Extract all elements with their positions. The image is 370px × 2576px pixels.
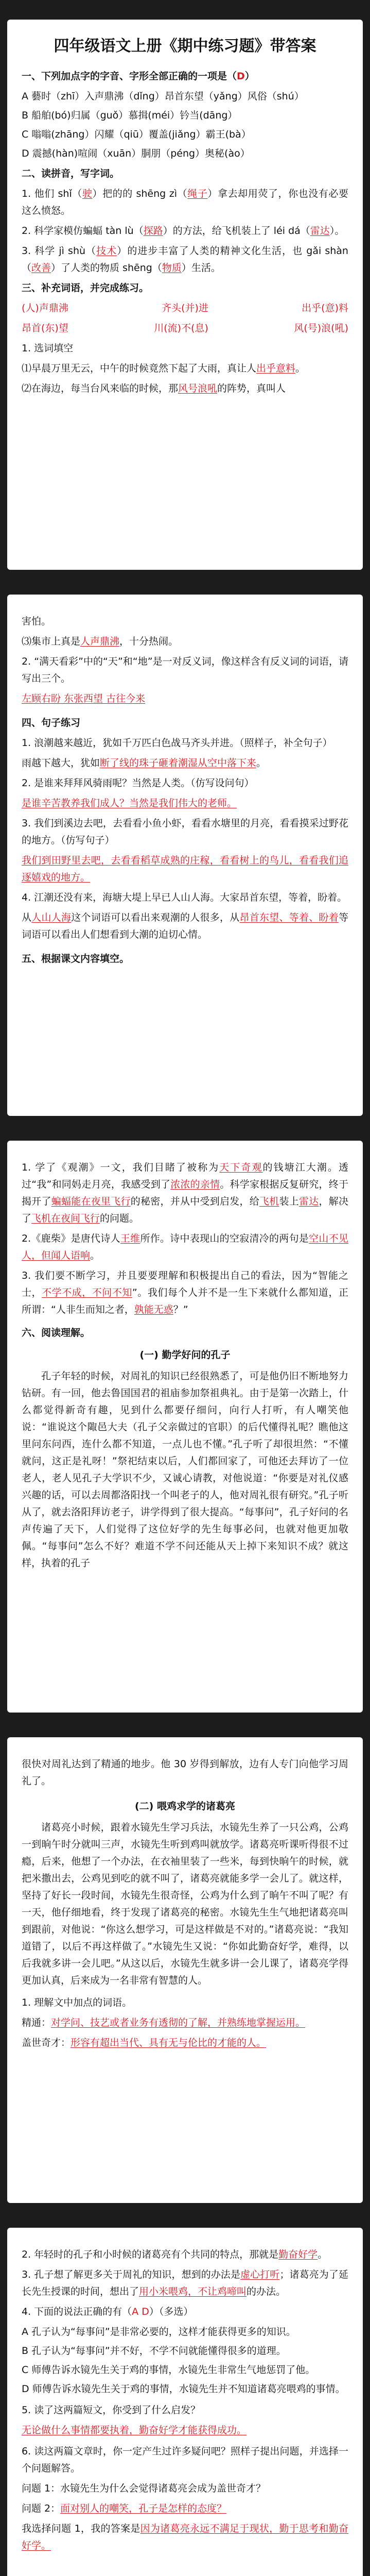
fill-in-heading: 五、根据课文内容填空。	[22, 953, 130, 964]
q4-option-b: B 孔子认为“每事问”并不好，不学不问就能懂得很多的道理。	[22, 2345, 286, 2357]
q1-answer: D	[237, 71, 245, 82]
q3-sentence-3: ⑶集市上真是人声鼎沸，十分热闹。	[22, 636, 179, 647]
q3-row-1: (人)声鼎沸 齐头(并)进 出乎(意)料	[22, 302, 348, 314]
reading-2-passage: 诸葛亮小时候，跟着水镜先生学习兵法，水镜先生养了一只公鸡，公鸡一到晌午时分就叫三声，水镜先生听到鸡叫就放学。诸葛亮听课听得很不过瘾，后来，他想了一个办法，在衣袖里装了一些米，每到快晌午的时候，就把米撒出去，公鸡见到吃的就不叫了，诸葛亮就能多学一会儿了。就这样，坚持了好长一段时间，水镜先生很奇怪，公鸡为什么到了晌午不叫了呢？有一天，他仔细地看，终于发现了诸葛亮的秘密。水镜先生生气地把诸葛亮叫到跟前，对他说：“你这么想学习，可是这样做是不对的。”诸葛亮说：“我知道错了，以后不再这样做了。”水镜先生又说：“你如此勤奋好学，难得，以后我就多讲一会儿吧。”从这以后，水镜先生就多讲一会儿课了，诸葛亮学得更加认真，后来成为一名非常有智慧的人。	[22, 1822, 348, 1986]
sentence-a2: 是谁辛苦教养我们成人？当然是我们伟大的老师。	[22, 798, 237, 809]
q1-option-b: B 船舶(bó)归属（guǒ）慕揖(méi）钤当(dāng）	[22, 110, 238, 121]
q3-sub-heading: 1. 选词填空	[22, 343, 74, 354]
q4-option-c: C 师傅告诉水镜先生关于鸡的事情，水镜先生非常生气地惩罚了他。	[22, 2364, 315, 2376]
q2-item-3: 3. 科学 jì shù（技术）的进步丰富了人类的精神文化生活，也 gǎi shàn（改善）了人类的物质 shēng（物质）生活。	[22, 245, 348, 274]
reading-q6-answer: 我选择问题 1，我的答案是因为诸葛亮永远不满足于现状，勤于思考和勤奋好学。	[22, 2523, 348, 2551]
reading-q1-b: 盖世奇才：形容有超出当代、具有无与伦比的才能的人。	[22, 2037, 267, 2048]
page-1	[7, 20, 363, 570]
fill-q2: 2.《鹿柴》是唐代诗人王维所作。诗中表现山的空寂清冷的两句是空山不见人，但闻人语响。	[22, 1233, 348, 1261]
q4-answer: A D	[132, 2306, 149, 2317]
reading-q5-answer: 无论做什么事情都要执着，勤奋好学才能获得成功。	[22, 2425, 247, 2436]
sentence-q1: 1. 浪潮越来越近，犹如千万匹白色战马齐头并进。（照样子，补全句子）	[22, 737, 332, 749]
reading-q6-own: 问题 2：面对别人的嘲笑，孔子是怎样的态度？	[22, 2503, 227, 2514]
q4-option-a: A 孔子认为“每事问”是非常必要的，这样才能获得更多的知识。	[22, 2326, 296, 2337]
q2-heading: 二、读拼音，写字词。	[22, 168, 120, 179]
fill-q1: 1. 学了《观潮》一文，我们目睹了被称为天下奇观的钱塘江大潮。透过“我”和同妈走月亮，我感受到了浓浓的亲情。科学家根据反复研究，终于揭开了蝙蝠能在夜里飞行的秘密，并从中受到启发，给飞机装上雷达，解决了飞机在夜间飞行的问题。	[22, 1162, 348, 1224]
q3-sentence-1: ⑴早晨万里无云，中午的时候竟然下起了大雨，真让人出乎意料。	[22, 363, 306, 374]
page-2	[7, 595, 363, 1116]
q1-option-d: D 震撼(hàn)喧闹（xuān）胴朋（péng）奥秘(ào）	[22, 148, 250, 159]
reading-q6: 6. 读这两篇文章时，你一定产生过许多疑问吧？照样子提出问题，并选择一个问题解答。	[22, 2446, 348, 2474]
reading-2-title: (二) 喂鸡求学的诸葛亮	[135, 1801, 235, 1812]
q1-option-c: C 嗡嗡(zhāng）闪耀（qiū）覆盖(jiǎng）霸王(bà）	[22, 129, 251, 140]
cont-line: 害怕。	[22, 616, 51, 627]
sentence-practice-heading: 四、句子练习	[22, 717, 81, 728]
q1-heading: 一、下列加点字的字音、字形全部正确的一项是（D）	[22, 71, 255, 82]
q4-option-d: D 师傅告诉水镜先生关于鸡的事情，水镜先生并不知道诸葛亮喂鸡的事情。	[22, 2383, 345, 2395]
q2-item-1: 1. 他们 shǐ（驶）把的的 shēng zì（绳子）拿去却用荧了，你也没有必要这么愤怒。	[22, 188, 348, 216]
page-5	[7, 2228, 363, 2576]
reading-q2: 2. 年轻时的孔子和小时候的诸葛亮有个共同的特点，那就是勤奋好学。	[22, 2249, 328, 2260]
sentence-a3: 我们到田野里去吧，去看看稻草成熟的庄稼，看看树上的鸟儿，看看我们追逐嬉戏的地方。	[22, 855, 348, 883]
reading-1-title: (一) 勤学好问的孔子	[139, 1349, 231, 1361]
sentence-a4: 从人山人海这个词语可以看出来观潮的人很多，从昂首东望、等着、盼着等词语可以看出人们想看到大潮的迫切心情。	[22, 912, 348, 940]
page-3	[7, 1141, 363, 1713]
fill-q3: 3. 我们要不断学习，并且要要理解和积极提出自己的看法，因为“智能之士，不学不成，不问不知”。我们每个人并不是一生下来就什么都知道，正所谓：“人非生而知之者，孰能无惑？”	[22, 1270, 348, 1315]
reading-q1: 1. 理解文中加点的词语。	[22, 1997, 132, 2008]
reading-q6-example: 问题 1：水镜先生为什么会觉得诸葛亮会成为盖世奇才？	[22, 2483, 266, 2494]
reading-1-passage: 孔子年轻的时候，对周礼的知识已经很熟悉了，可是他仍旧不断地努力钻研。有一回，他去鲁国国君的祖庙参加祭祖典礼。由于是第一次踏上，什么都觉得新奇有趣，见到什么都要仔细问，向行人打听，有人嘲笑他说：“谁说这个陬邑大夫（孔子父亲做过的官职）的后代懂得礼呢？瞧他这里问东问西，连什么都不知道，一点儿也不懂。”孔子听了却很坦然：“不懂就问，这正是礼呀！”祭祀结束以后，人们都回家了，可他还去拜访了一位老人，老人见孔子大学识不少，又诚心请教，对他说道：“你要是对礼仪感兴趣的话，可以去周都洛阳找一个叫老子的人，他对周礼很有研究。”孔子听从了，就去洛阳拜访老子，讲学得到了很大提高。“每事问”，孔子好问的名声传遍了天下，人们觉得了这位好学的先生每事必问，也就对他更加敬佩。“每事问”怎么不好？难道不学不问还能从天上掉下来知识不成？就这样，执着的孔子	[22, 1370, 348, 1569]
q3-heading: 三、补充词语，并完成练习。	[22, 282, 149, 294]
reading-q1-a: 精通：对学问、技艺或者业务有透彻的了解，并熟练地掌握运用。	[22, 2017, 306, 2028]
reading-q5: 5. 读了这两篇短文，你受到了什么启发？	[22, 2404, 201, 2416]
sentence-q2: 2. 是谁来拜拜风骑雨呢？当然是人类。（仿写设问句）	[22, 777, 254, 789]
q1-option-a: A 藝时（zhī）入声鼎沸（dǐng）昂首东望（yǎng）风俗（shú）	[22, 91, 304, 102]
antonym-question: 2. “满天看彩”中的“天”和“地”是一对反义词，像这样含有反义词的词语，请写出三个。	[22, 656, 348, 684]
reading-q3: 3. 孔子想了解更多关于周礼的知识，想到的办法是虚心打听；诸葛亮为了延长先生授课的时间，想出了用小米喂鸡，不让鸡啼叫的办法。	[22, 2269, 348, 2297]
document-title: 四年级语文上册《期中练习题》带答案	[54, 37, 316, 55]
sentence-q4: 4. 江潮还没有来，海塘大堤上早已人山人海。大家昂首东望，等着，盼着。	[22, 892, 347, 903]
q2-item-2: 2. 科学家模仿蝙蝠 tàn lù（探路）的方法，给飞机装上了 léi dá（雷达）。	[22, 225, 345, 236]
page-4	[7, 1737, 363, 2203]
reading-1-passage-end: 很快对周礼达到了精通的地步。他 30 岁得到解放，边有人专门向他学习周礼了。	[22, 1758, 348, 1787]
antonym-answer: 左顾右盼 东张西望 古往今来	[22, 693, 146, 704]
sentence-q3: 3. 我们到溪边去吧，去看看小鱼小虾，看看水塘里的月亮，看看摸采过野花的地方。（仿写句子）	[22, 818, 348, 846]
q3-row-2: 昂首(东)望 川(流)不(息) 风(号)浪(吼)	[22, 323, 348, 334]
reading-heading: 六、阅读理解。	[22, 1327, 91, 1338]
reading-q4: 4. 下面的说法正确的有（A D）（多选）	[22, 2306, 193, 2317]
sentence-a1: 雨越下越大，犹如断了线的珠子砸着潮湿从空中落下来。	[22, 757, 267, 769]
q3-sentence-2: ⑵在海边，每当台风来临的时候，那风号浪吼的阵势，真叫人	[22, 383, 286, 394]
